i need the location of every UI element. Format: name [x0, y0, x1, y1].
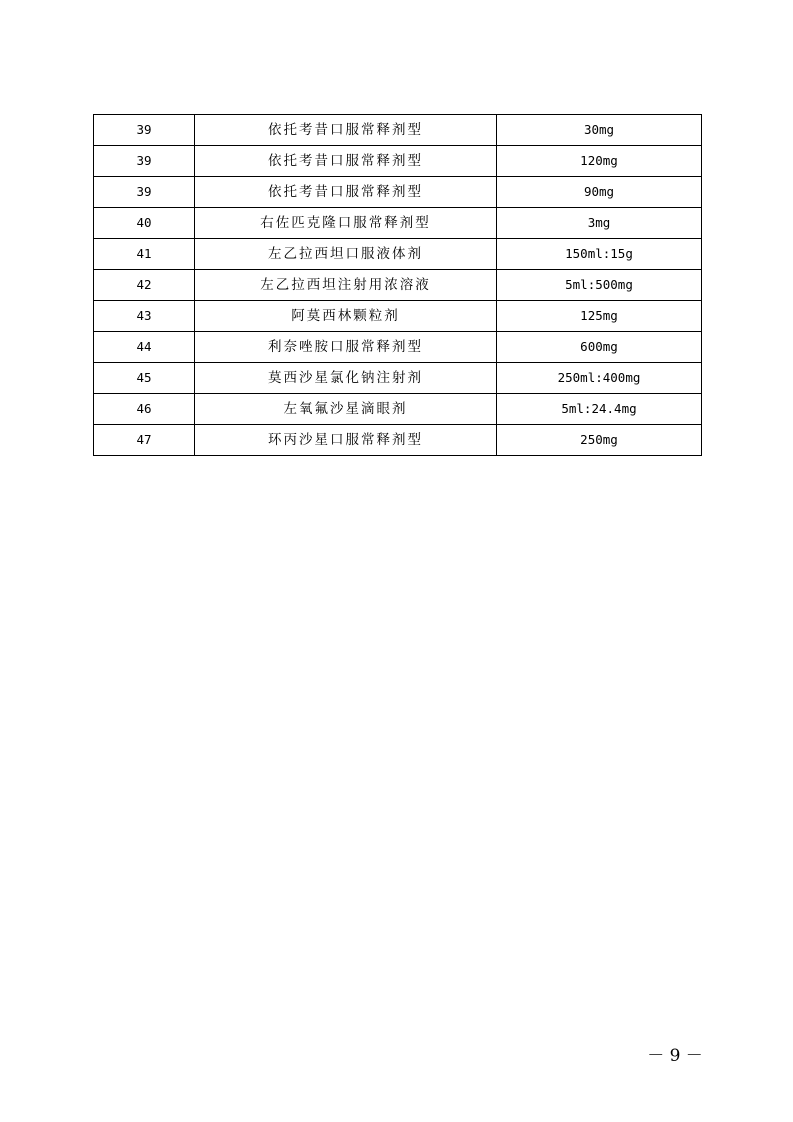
row-number-cell: 44 — [94, 332, 195, 363]
drug-table-body — [94, 115, 702, 456]
drug-name-cell: 利奈唑胺口服常释剂型 — [195, 332, 497, 363]
table-row — [94, 332, 702, 363]
table-row — [94, 115, 702, 146]
table-row — [94, 146, 702, 177]
specification-cell: 120mg — [497, 146, 702, 177]
drug-name-cell: 依托考昔口服常释剂型 — [195, 146, 497, 177]
drug-name-cell: 左乙拉西坦注射用浓溶液 — [195, 270, 497, 301]
specification-cell: 250mg — [497, 425, 702, 456]
row-number-cell: 41 — [94, 239, 195, 270]
row-number-cell: 40 — [94, 208, 195, 239]
row-number-cell: 43 — [94, 301, 195, 332]
specification-cell: 5ml:500mg — [497, 270, 702, 301]
row-number-cell: 45 — [94, 363, 195, 394]
specification-cell: 30mg — [497, 115, 702, 146]
drug-name-cell: 左氧氟沙星滴眼剂 — [195, 394, 497, 425]
drug-name-cell: 阿莫西林颗粒剂 — [195, 301, 497, 332]
specification-cell: 600mg — [497, 332, 702, 363]
specification-cell: 150ml:15g — [497, 239, 702, 270]
table-row — [94, 177, 702, 208]
row-number-cell: 39 — [94, 146, 195, 177]
drug-name-cell: 左乙拉西坦口服液体剂 — [195, 239, 497, 270]
drug-name-cell: 依托考昔口服常释剂型 — [195, 177, 497, 208]
drug-table — [93, 114, 702, 456]
row-number-cell: 39 — [94, 115, 195, 146]
drug-name-cell: 右佐匹克隆口服常释剂型 — [195, 208, 497, 239]
table-row — [94, 425, 702, 456]
drug-name-cell: 环丙沙星口服常释剂型 — [195, 425, 497, 456]
row-number-cell: 42 — [94, 270, 195, 301]
row-number-cell: 39 — [94, 177, 195, 208]
specification-cell: 250ml:400mg — [497, 363, 702, 394]
specification-cell: 5ml:24.4mg — [497, 394, 702, 425]
row-number-cell: 46 — [94, 394, 195, 425]
specification-cell: 90mg — [497, 177, 702, 208]
specification-cell: 3mg — [497, 208, 702, 239]
specification-cell: 125mg — [497, 301, 702, 332]
drug-name-cell: 莫西沙星氯化钠注射剂 — [195, 363, 497, 394]
table-row — [94, 208, 702, 239]
row-number-cell: 47 — [94, 425, 195, 456]
page-number: － 9 － — [647, 1046, 703, 1066]
table-row — [94, 239, 702, 270]
drug-name-cell: 依托考昔口服常释剂型 — [195, 115, 497, 146]
table-row — [94, 394, 702, 425]
table-row — [94, 270, 702, 301]
table-row — [94, 301, 702, 332]
table-row — [94, 363, 702, 394]
